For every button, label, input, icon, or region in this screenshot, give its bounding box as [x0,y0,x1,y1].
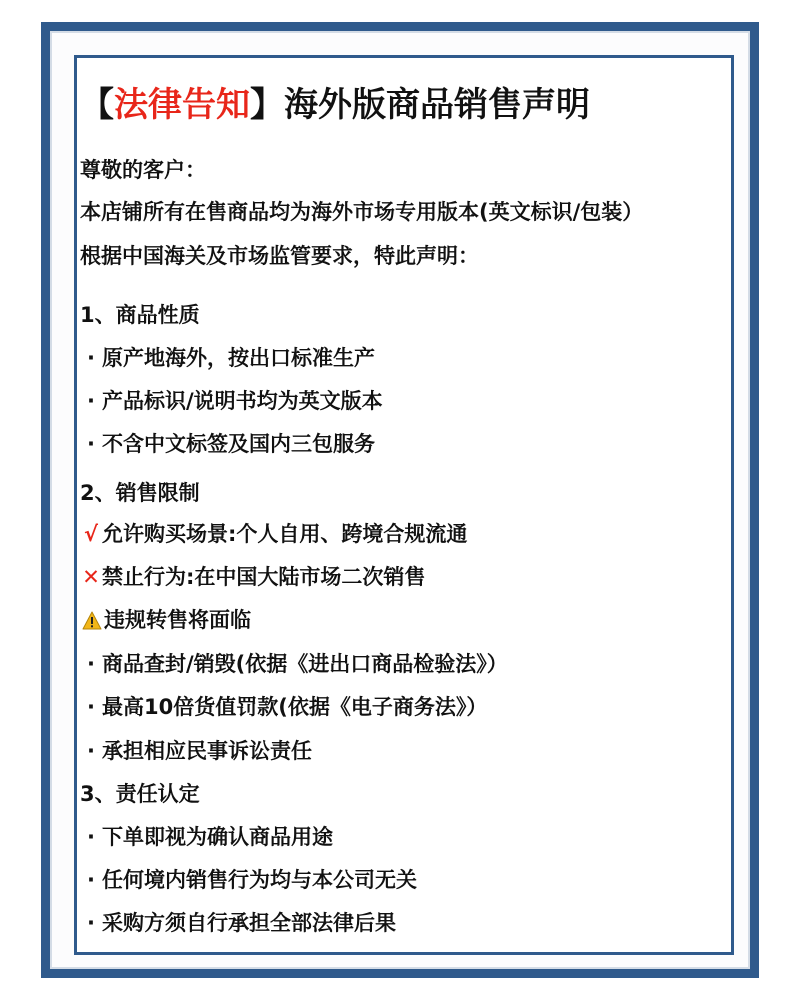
list-item-text: 产品标识/说明书均为英文版本 [102,389,383,413]
section2-heading: 2、销售限制 [80,481,200,505]
list-item-text: 不含中文标签及国内三包服务 [102,432,375,456]
notice-panel [74,55,734,955]
list-item-text: 原产地海外，按出口标准生产 [102,346,375,370]
list-item [80,866,730,894]
list-item [80,909,730,937]
warning-icon [80,609,104,637]
section1-heading: 1、商品性质 [80,303,200,327]
list-item [80,823,730,851]
title-left-bracket: 【 [80,85,114,125]
page-title [80,77,730,126]
list-item-text: 采购方须自行承担全部法律后果 [102,911,396,935]
bullet-dot: · [87,739,95,763]
title-highlight: 法律告知 [114,85,250,125]
warning-text: 违规转售将面临 [104,608,251,632]
intro-line-2: 根据中国海关及市场监管要求，特此声明： [80,244,479,268]
list-item [80,387,730,415]
cross-mark-icon: ✕ [82,565,100,589]
check-mark-icon: √ [83,522,98,546]
prohibited-text: 禁止行为:在中国大陆市场二次销售 [102,565,426,589]
bullet-dot: · [87,825,95,849]
list-item [80,650,730,678]
list-item-text: 商品查封/销毁(依据《进出口商品检验法》） [102,652,508,676]
intro-line-1: 本店铺所有在售商品均为海外市场专用版本(英文标识/包装） [80,200,644,224]
warning-line [80,606,730,637]
bullet-dot: · [87,911,95,935]
list-item-text: 承担相应民事诉讼责任 [102,739,312,763]
bullet-dot: · [87,868,95,892]
list-item [80,344,730,372]
list-item [80,693,730,721]
allowed-text: 允许购买场景:个人自用、跨境合规流通 [102,522,468,546]
list-item-text: 最高10倍货值罚款(依据《电子商务法》） [102,695,488,719]
bullet-dot: · [87,695,95,719]
list-item-text: 任何境内销售行为均与本公司无关 [102,868,417,892]
bullet-dot: · [87,346,95,370]
title-right-bracket: 】 [250,85,284,125]
section3-heading: 3、责任认定 [80,782,200,806]
bullet-dot: · [87,432,95,456]
allowed-line [80,520,730,548]
list-item [80,430,730,458]
list-item-text: 下单即视为确认商品用途 [102,825,333,849]
list-item [80,737,730,765]
bullet-dot: · [87,652,95,676]
greeting: 尊敬的客户： [80,158,206,182]
bullet-dot: · [87,389,95,413]
title-rest: 海外版商品销售声明 [284,85,590,125]
prohibited-line [80,563,730,591]
